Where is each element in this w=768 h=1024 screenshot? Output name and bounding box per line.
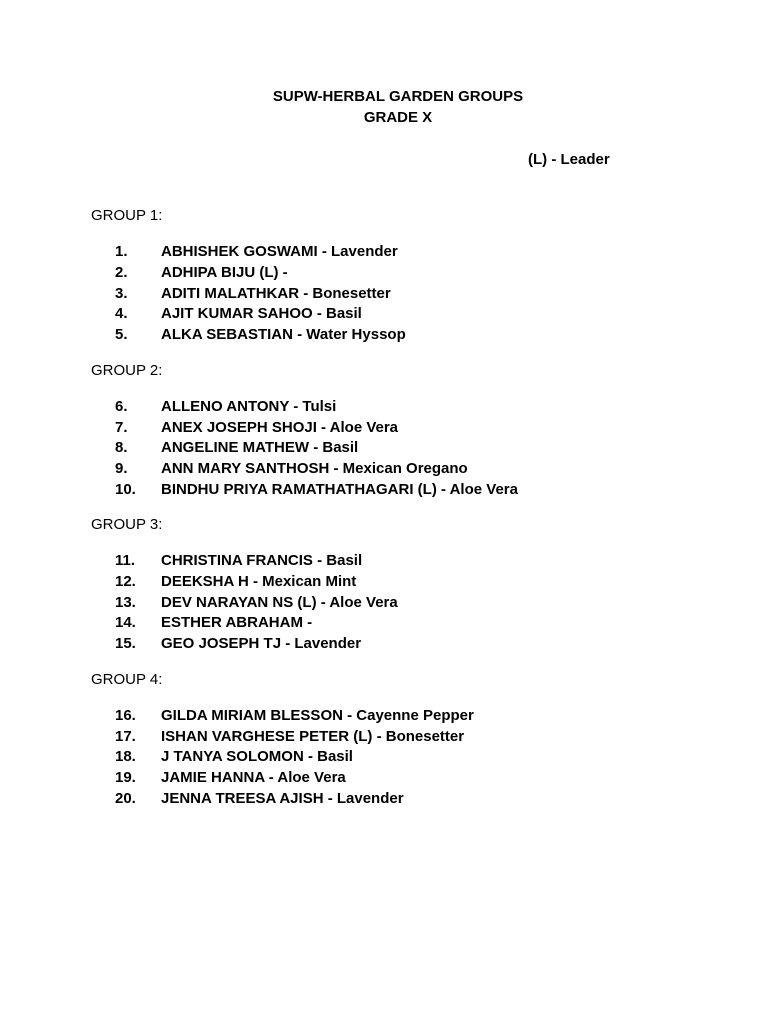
list-item-text: ABHISHEK GOSWAMI - Lavender: [161, 243, 398, 260]
list-item-number: 10.: [115, 481, 136, 498]
list-item: [0, 397, 768, 417]
list-item-number: 16.: [115, 707, 136, 724]
list-item: [0, 459, 768, 479]
list-item-text: ANGELINE MATHEW - Basil: [161, 439, 359, 456]
list-item: [0, 768, 768, 788]
document-subtitle: GRADE X: [363, 109, 433, 126]
list-item: [0, 593, 768, 613]
leader-legend: (L) - Leader: [528, 151, 610, 168]
list-item-number: 14.: [115, 614, 136, 631]
list-item: [0, 747, 768, 767]
list-item-text: CHRISTINA FRANCIS - Basil: [161, 552, 363, 569]
group-heading: GROUP 3:: [91, 516, 163, 533]
list-item-number: 13.: [115, 594, 136, 611]
list-item-text: JAMIE HANNA - Aloe Vera: [161, 769, 346, 786]
list-item-text: ALLENO ANTONY - Tulsi: [161, 398, 337, 415]
list-item-text: ADITI MALATHKAR - Bonesetter: [161, 285, 391, 302]
list-item-text: ESTHER ABRAHAM -: [161, 614, 313, 631]
list-item-text: DEV NARAYAN NS (L) - Aloe Vera: [161, 594, 398, 611]
list-item: [0, 418, 768, 438]
list-item-number: 19.: [115, 769, 136, 786]
list-item-number: 8.: [115, 439, 128, 456]
list-item: [0, 325, 768, 345]
list-item: [0, 263, 768, 283]
list-item-text: ANN MARY SANTHOSH - Mexican Oregano: [161, 460, 468, 477]
list-item: [0, 551, 768, 571]
list-item-number: 20.: [115, 790, 136, 807]
list-item-text: GEO JOSEPH TJ - Lavender: [161, 635, 362, 652]
list-item-number: 2.: [115, 264, 128, 281]
list-item: [0, 789, 768, 809]
list-item-number: 17.: [115, 728, 136, 745]
list-item-text: JENNA TREESA AJISH - Lavender: [161, 790, 404, 807]
list-item: [0, 706, 768, 726]
list-item: [0, 613, 768, 633]
list-item-number: 6.: [115, 398, 128, 415]
list-item-number: 1.: [115, 243, 128, 260]
list-item-text: DEEKSHA H - Mexican Mint: [161, 573, 357, 590]
group-heading: GROUP 1:: [91, 207, 163, 224]
group-heading: GROUP 4:: [91, 671, 163, 688]
list-item-text: J TANYA SOLOMON - Basil: [161, 748, 353, 765]
list-item-number: 5.: [115, 326, 128, 343]
list-item-number: 3.: [115, 285, 128, 302]
list-item-text: AJIT KUMAR SAHOO - Basil: [161, 305, 362, 322]
list-item-text: ALKA SEBASTIAN - Water Hyssop: [161, 326, 406, 343]
document-title: SUPW-HERBAL GARDEN GROUPS: [272, 88, 524, 105]
list-item-number: 9.: [115, 460, 128, 477]
list-item: [0, 634, 768, 654]
list-item: [0, 242, 768, 262]
list-item-text: GILDA MIRIAM BLESSON - Cayenne Pepper: [161, 707, 474, 724]
list-item-text: ANEX JOSEPH SHOJI - Aloe Vera: [161, 419, 399, 436]
list-item-text: ISHAN VARGHESE PETER (L) - Bonesetter: [161, 728, 465, 745]
list-item-number: 7.: [115, 419, 128, 436]
list-item: [0, 304, 768, 324]
list-item-number: 15.: [115, 635, 136, 652]
list-item: [0, 480, 768, 500]
list-item: [0, 727, 768, 747]
list-item-text: ADHIPA BIJU (L) -: [161, 264, 288, 281]
list-item: [0, 438, 768, 458]
list-item-number: 18.: [115, 748, 136, 765]
list-item: [0, 284, 768, 304]
list-item-number: 11.: [115, 552, 136, 569]
list-item-number: 12.: [115, 573, 136, 590]
list-item-number: 4.: [115, 305, 128, 322]
list-item-text: BINDHU PRIYA RAMATHATHAGARI (L) - Aloe Vera: [161, 481, 518, 498]
list-item: [0, 572, 768, 592]
group-heading: GROUP 2:: [91, 362, 163, 379]
